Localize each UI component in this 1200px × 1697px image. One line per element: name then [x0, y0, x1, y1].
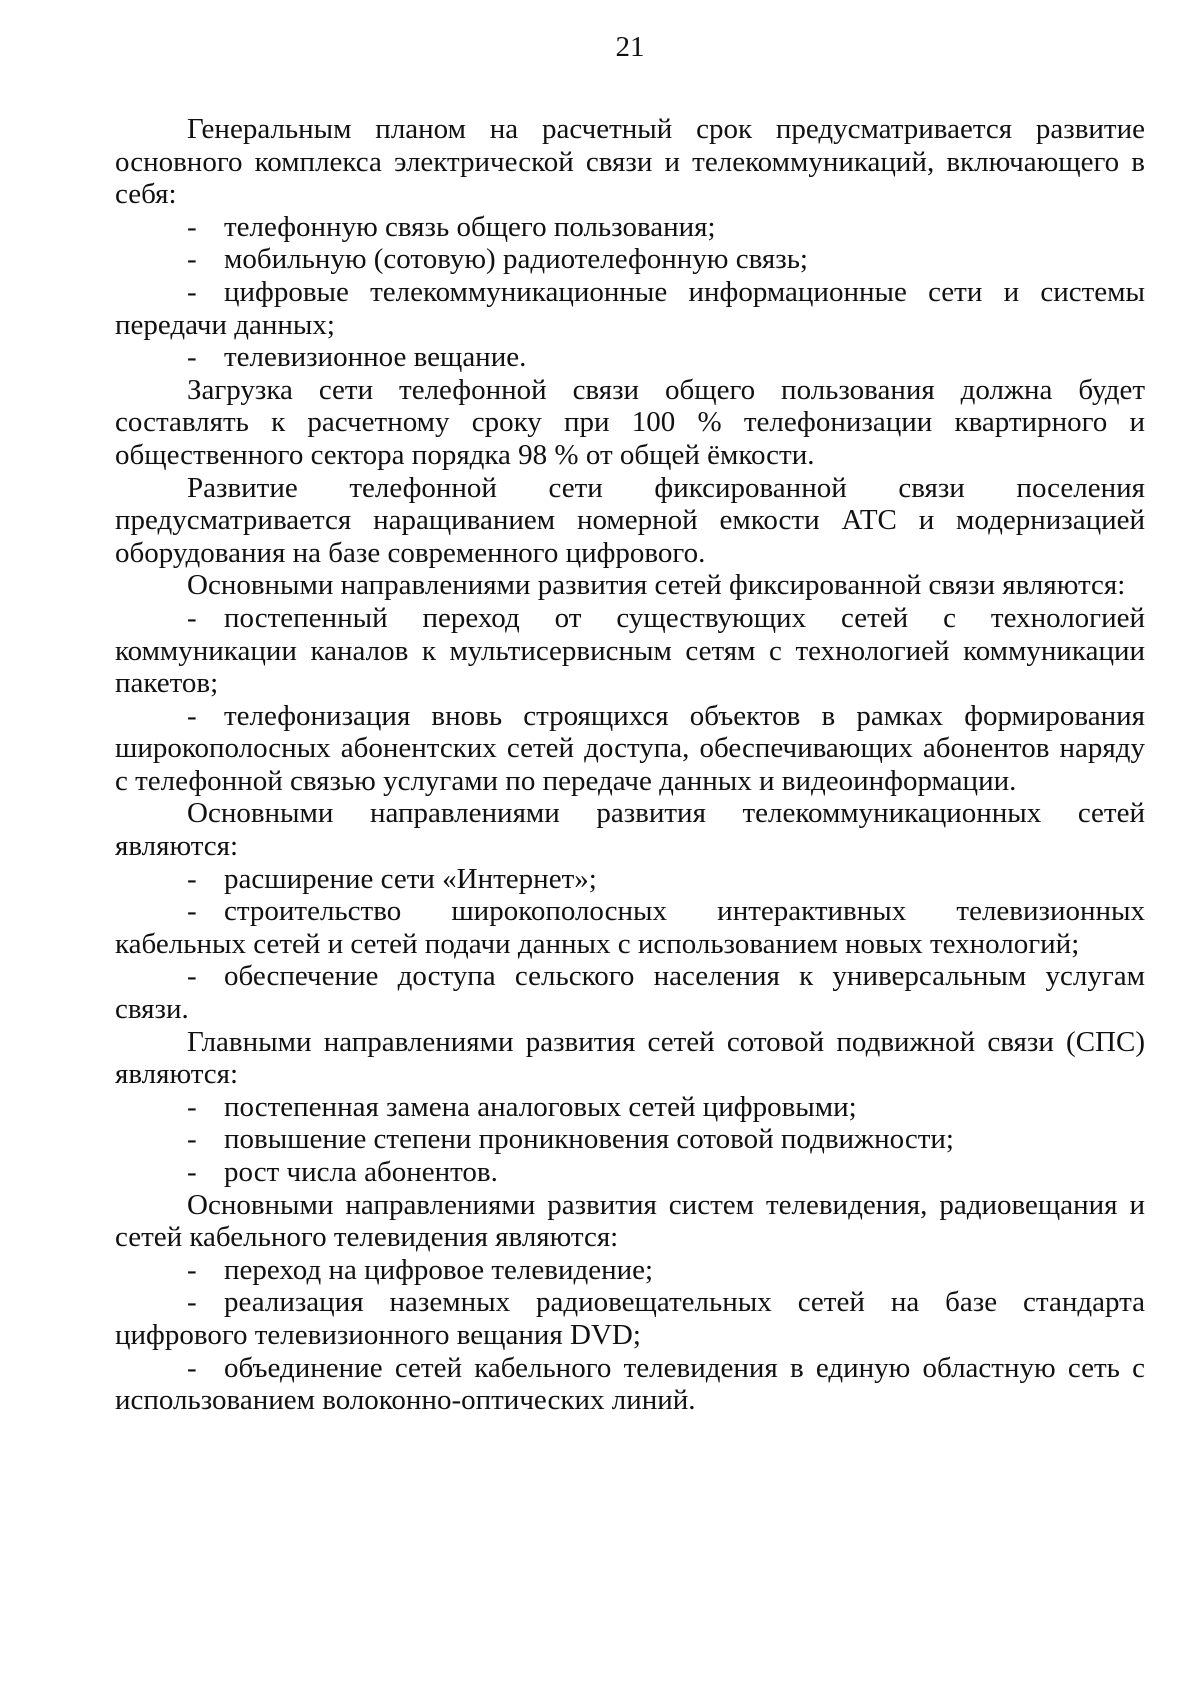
paragraph-text: Основными направлениями развития телекоммуникационных сетей являются:	[115, 797, 1145, 863]
list-item	[115, 1091, 1145, 1124]
body-text	[115, 113, 1145, 1417]
list-dash: -	[187, 1090, 197, 1123]
list-dash: -	[187, 341, 197, 374]
list-item-text: строительство широкополосных интерактивных телевизионных кабельных сетей и сетей подачи данных с использованием новых технологий;	[115, 895, 1145, 960]
list-item-text: постепенная замена аналоговых сетей цифровыми;	[224, 1090, 857, 1123]
list-dash: -	[187, 960, 197, 993]
list-item-text: переход на цифровое телевидение;	[224, 1253, 654, 1286]
list-dash: -	[187, 601, 197, 634]
list-item	[115, 1156, 1145, 1189]
list-item	[115, 960, 1145, 1025]
list-item-text: реализация наземных радиовещательных сетей на базе стандарта цифрового телевизионного вещания DVD;	[115, 1286, 1145, 1351]
list-dash: -	[187, 895, 197, 928]
list-dash: -	[187, 210, 197, 243]
paragraph	[115, 569, 1145, 602]
paragraph-text: Основными направлениями развития систем телевидения, радиовещания и сетей кабельного телевидения являются:	[115, 1188, 1145, 1254]
list-item-text: обеспечение доступа сельского населения к универсальным услугам связи.	[115, 960, 1145, 1026]
list-dash: -	[187, 862, 197, 895]
paragraph-text: Генеральным планом на расчетный срок предусматривается развитие основного комплекса электрической связи и телекоммуникаций, включающего в себя:	[115, 113, 1145, 211]
paragraph-text: Главными направлениями развития сетей сотовой подвижной связи (СПС) являются:	[115, 1025, 1145, 1091]
paragraph	[115, 1026, 1145, 1091]
list-dash: -	[187, 699, 197, 732]
list-item-text: мобильную (сотовую) радиотелефонную связь;	[224, 243, 808, 276]
paragraph	[115, 374, 1145, 472]
paragraph-text: Загрузка сети телефонной связи общего пользования должна будет составлять к расчетному сроку при 100 % телефонизации квартирного и общественного сектора порядка 98 % от общей ёмкости.	[115, 373, 1145, 471]
list-item-text: цифровые телекоммуникационные информационные сети и системы передачи данных;	[115, 275, 1145, 341]
list-item	[115, 1254, 1145, 1287]
paragraph	[115, 797, 1145, 862]
list-dash: -	[187, 1123, 197, 1156]
list-item	[115, 341, 1145, 374]
list-item	[115, 602, 1145, 700]
list-dash: -	[187, 1351, 197, 1384]
paragraph-text: Развитие телефонной сети фиксированной связи поселения предусматривается наращиванием номерной емкости АТС и модернизацией оборудования на базе современного цифрового.	[115, 471, 1145, 569]
list-dash: -	[187, 1253, 197, 1286]
list-item-text: телефонизация вновь строящихся объектов в рамках формирования широкополосных абонентских сетей доступа, обеспечивающих абонентов наряду с телефонной связью услугами по передаче данных и видеоинформации.	[115, 699, 1145, 797]
list-item	[115, 1352, 1145, 1417]
list-item	[115, 863, 1145, 896]
list-item	[115, 1123, 1145, 1156]
list-item	[115, 243, 1145, 276]
paragraph	[115, 472, 1145, 570]
list-item-text: расширение сети «Интернет»;	[224, 862, 597, 895]
list-item	[115, 895, 1145, 960]
list-item	[115, 1286, 1145, 1351]
list-item-text: постепенный переход от существующих сетей с технологией коммуникации каналов к мультисервисным сетям с технологией коммуникации пакетов;	[115, 601, 1145, 700]
list-item-text: рост числа абонентов.	[224, 1156, 498, 1188]
paragraph	[115, 1189, 1145, 1254]
list-dash: -	[187, 243, 197, 276]
paragraph	[115, 113, 1145, 211]
list-item	[115, 211, 1145, 244]
list-dash: -	[187, 275, 197, 308]
list-item	[115, 276, 1145, 341]
list-item-text: телевизионное вещание.	[224, 341, 527, 374]
list-item-text: телефонную связь общего пользования;	[224, 210, 716, 243]
list-dash: -	[187, 1156, 197, 1188]
list-item-text: объединение сетей кабельного телевидения в единую областную сеть с использованием волоконно-оптических линий.	[115, 1351, 1145, 1417]
list-item-text: повышение степени проникновения сотовой подвижности;	[224, 1123, 954, 1156]
list-item	[115, 700, 1145, 798]
list-dash: -	[187, 1286, 197, 1319]
paragraph-text: Основными направлениями развития сетей фиксированной связи являются:	[187, 569, 1126, 602]
page-number: 21	[615, 31, 645, 63]
